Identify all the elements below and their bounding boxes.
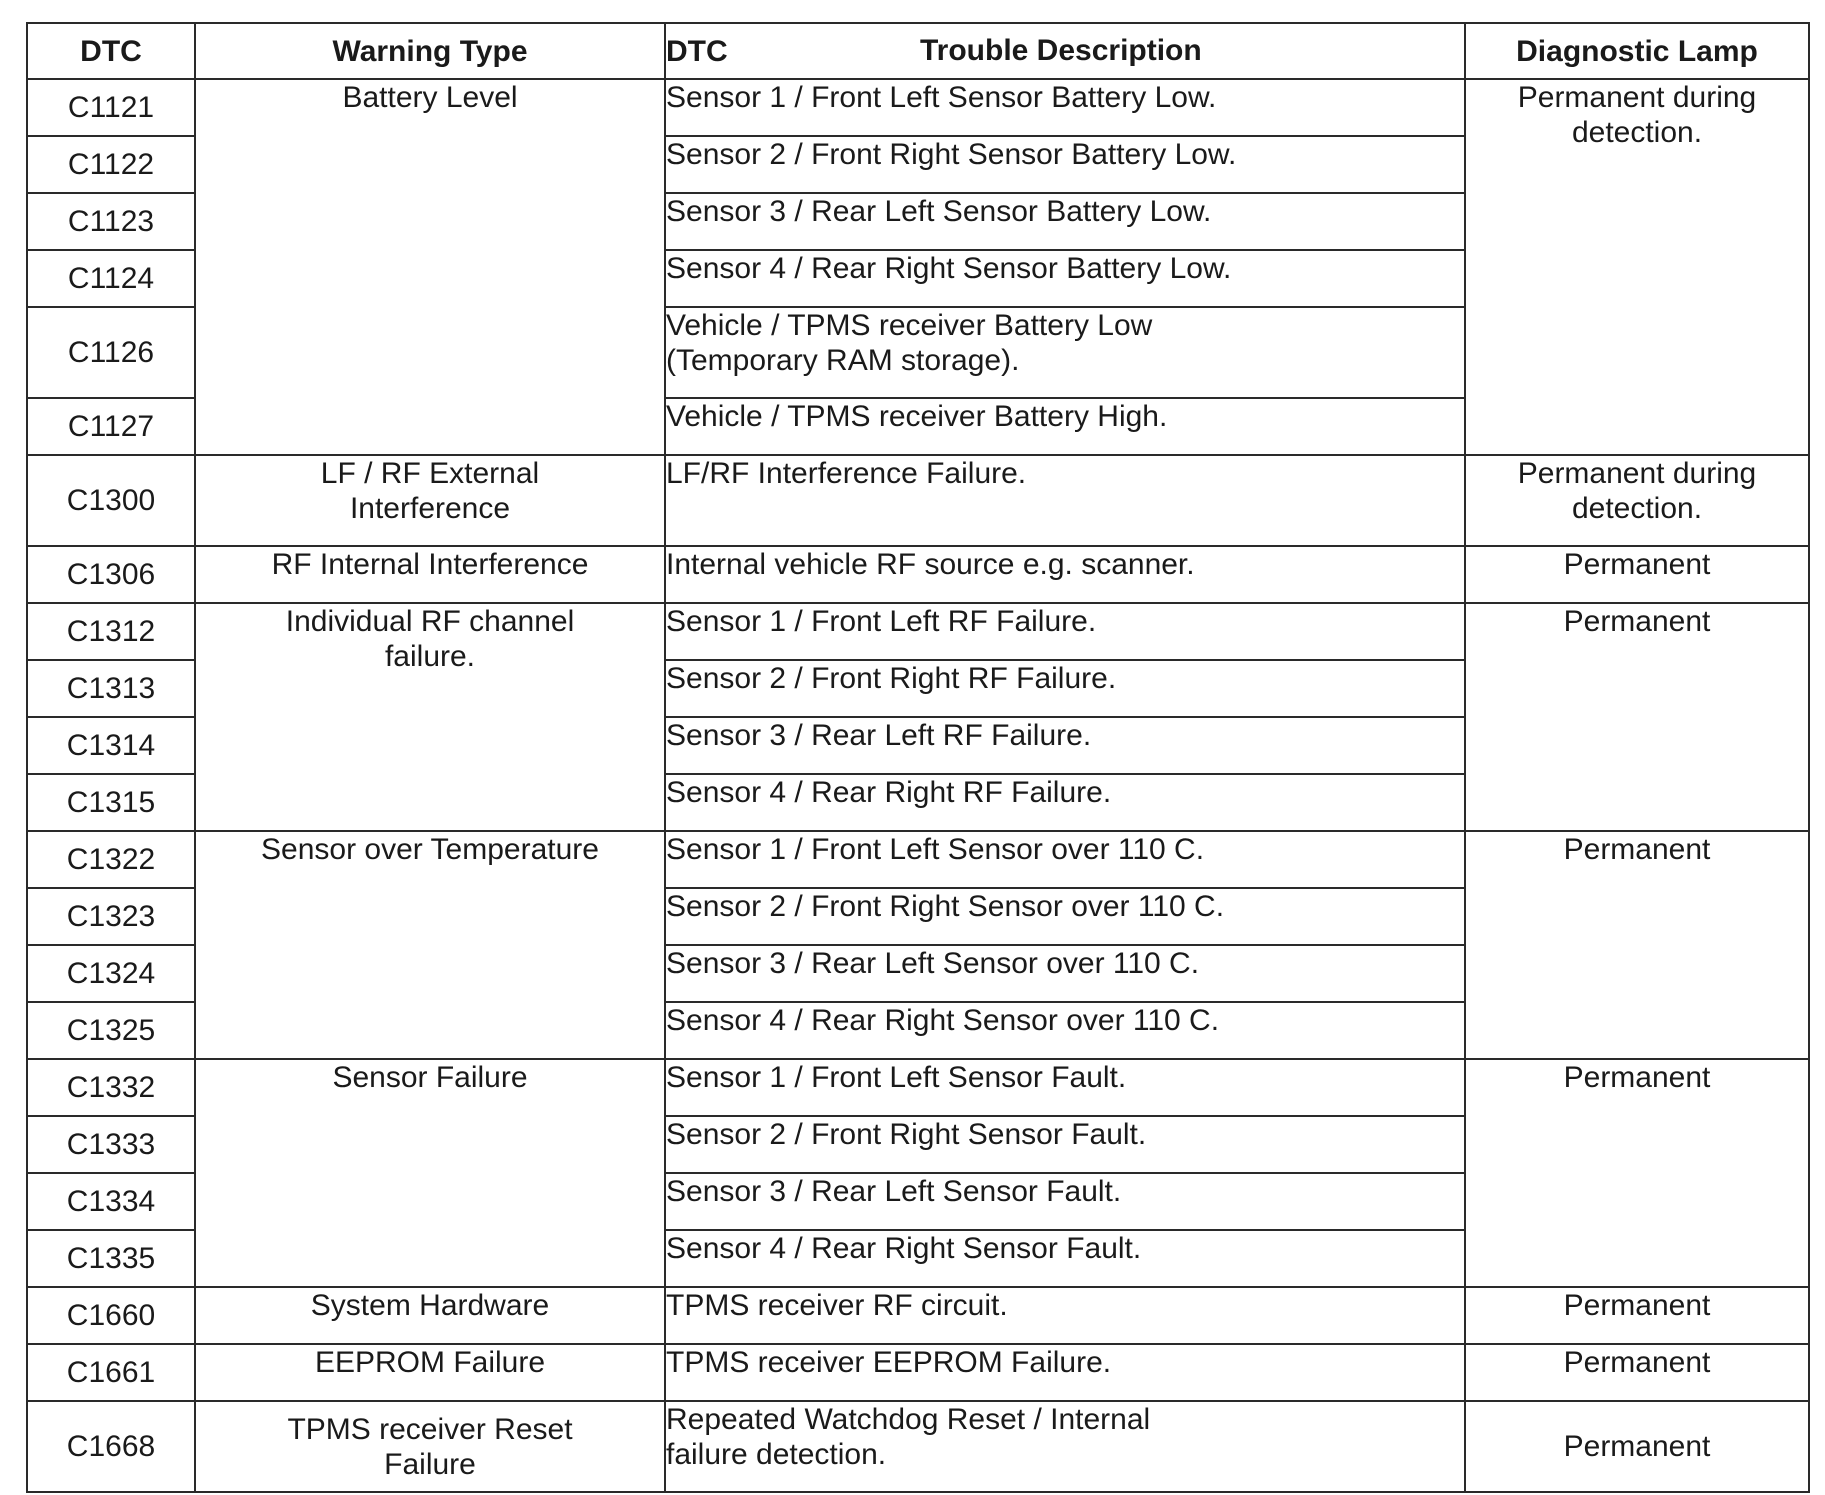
trouble-description — [665, 1230, 1465, 1287]
dtc-code: C1300 — [27, 455, 195, 546]
warning-type — [195, 831, 665, 1059]
trouble-description-line: Vehicle / TPMS receiver Battery High. — [666, 400, 1168, 433]
dtc-code: C1660 — [27, 1287, 195, 1344]
trouble-description — [665, 79, 1465, 136]
trouble-description-line: Sensor 3 / Rear Left Sensor over 110 C. — [666, 947, 1200, 980]
header-row — [27, 23, 1809, 79]
dtc-code: C1306 — [27, 546, 195, 603]
trouble-description — [665, 1059, 1465, 1116]
diagnostic-lamp-line: Permanent — [1563, 605, 1711, 638]
trouble-description — [665, 717, 1465, 774]
trouble-description — [665, 398, 1465, 455]
trouble-description-line: Sensor 4 / Rear Right RF Failure. — [666, 776, 1112, 809]
warning-type — [195, 1401, 665, 1492]
trouble-description-line: Sensor 4 / Rear Right Sensor Fault. — [666, 1232, 1142, 1265]
trouble-description — [665, 546, 1465, 603]
warning-type-line: System Hardware — [310, 1289, 550, 1322]
trouble-description-line: Sensor 1 / Front Left RF Failure. — [666, 605, 1097, 638]
diagnostic-lamp — [1465, 603, 1809, 831]
warning-type-line: Failure — [384, 1447, 476, 1481]
warning-type — [195, 603, 665, 831]
diagnostic-lamp-line: detection. — [1571, 116, 1703, 149]
trouble-description — [665, 1344, 1465, 1401]
dtc-code: C1312 — [27, 603, 195, 660]
header-dtc-secondary: DTC — [666, 34, 728, 68]
dtc-code: C1335 — [27, 1230, 195, 1287]
trouble-description — [665, 193, 1465, 250]
dtc-code: C1313 — [27, 660, 195, 717]
warning-type-line: Individual RF channel — [285, 605, 575, 638]
warning-type-line: TPMS receiver Reset — [287, 1412, 573, 1446]
trouble-description-line: Sensor 2 / Front Right Sensor Battery Low. — [666, 138, 1237, 171]
trouble-description-line: failure detection. — [666, 1438, 887, 1471]
trouble-description — [665, 774, 1465, 831]
diagnostic-lamp-line: detection. — [1571, 492, 1703, 525]
diagnostic-lamp — [1465, 79, 1809, 455]
trouble-description-line: Sensor 3 / Rear Left Sensor Battery Low. — [666, 195, 1212, 228]
trouble-description — [665, 1287, 1465, 1344]
diagnostic-lamp — [1465, 1059, 1809, 1287]
trouble-description-line: Sensor 1 / Front Left Sensor Battery Low. — [666, 81, 1217, 114]
trouble-description-line: Sensor 2 / Front Right RF Failure. — [666, 662, 1117, 695]
diagnostic-lamp — [1465, 1287, 1809, 1344]
dtc-code: C1323 — [27, 888, 195, 945]
trouble-description-line: Sensor 2 / Front Right Sensor Fault. — [666, 1118, 1147, 1151]
dtc-code: C1325 — [27, 1002, 195, 1059]
dtc-code: C1126 — [27, 307, 195, 398]
table-row — [27, 546, 1809, 603]
trouble-description — [665, 603, 1465, 660]
dtc-code: C1334 — [27, 1173, 195, 1230]
warning-type — [195, 1344, 665, 1401]
diagnostic-lamp — [1465, 1344, 1809, 1401]
dtc-table-body — [27, 79, 1809, 1492]
trouble-description-line: Sensor 2 / Front Right Sensor over 110 C. — [666, 890, 1225, 923]
warning-type — [195, 1287, 665, 1344]
diagnostic-lamp — [1465, 546, 1809, 603]
header-warning-type: Warning Type — [195, 23, 665, 79]
diagnostic-lamp-line: Permanent — [1563, 1289, 1711, 1322]
dtc-code: C1127 — [27, 398, 195, 455]
trouble-description-line: Repeated Watchdog Reset / Internal — [666, 1403, 1151, 1436]
warning-type — [195, 455, 665, 546]
table-row — [27, 1401, 1809, 1492]
warning-type-line: EEPROM Failure — [314, 1346, 546, 1379]
header-trouble-description: Trouble Description — [920, 34, 1202, 67]
trouble-description — [665, 1116, 1465, 1173]
warning-type — [195, 79, 665, 455]
dtc-code: C1333 — [27, 1116, 195, 1173]
trouble-description — [665, 1002, 1465, 1059]
dtc-code: C1123 — [27, 193, 195, 250]
trouble-description-line: Sensor 3 / Rear Left RF Failure. — [666, 719, 1092, 752]
trouble-description — [665, 888, 1465, 945]
trouble-description-line: Vehicle / TPMS receiver Battery Low — [666, 309, 1153, 342]
dtc-code: C1332 — [27, 1059, 195, 1116]
trouble-description-line: TPMS receiver RF circuit. — [666, 1289, 1008, 1322]
diagnostic-lamp-line: Permanent during — [1517, 457, 1757, 490]
diagnostic-lamp — [1465, 455, 1809, 546]
trouble-description-line: LF/RF Interference Failure. — [666, 457, 1027, 490]
trouble-description — [665, 1173, 1465, 1230]
diagnostic-lamp-line: Permanent during — [1517, 81, 1757, 114]
dtc-code: C1315 — [27, 774, 195, 831]
warning-type — [195, 1059, 665, 1287]
trouble-description — [665, 136, 1465, 193]
diagnostic-lamp-line: Permanent — [1563, 833, 1711, 866]
diagnostic-lamp — [1465, 831, 1809, 1059]
trouble-description-line: Sensor 3 / Rear Left Sensor Fault. — [666, 1175, 1122, 1208]
trouble-description — [665, 660, 1465, 717]
dtc-code: C1124 — [27, 250, 195, 307]
dtc-code: C1314 — [27, 717, 195, 774]
table-row — [27, 831, 1809, 888]
trouble-description-line: Sensor 4 / Rear Right Sensor Battery Low. — [666, 252, 1232, 285]
header-dtc: DTC — [27, 23, 195, 79]
header-dtc-trouble-description — [665, 23, 1465, 79]
trouble-description-line: TPMS receiver EEPROM Failure. — [666, 1346, 1112, 1379]
dtc-code: C1121 — [27, 79, 195, 136]
table-row — [27, 603, 1809, 660]
dtc-table — [26, 22, 1810, 1493]
warning-type-line: Interference — [349, 492, 511, 525]
trouble-description — [665, 945, 1465, 1002]
dtc-code: C1322 — [27, 831, 195, 888]
dtc-code: C1668 — [27, 1401, 195, 1492]
warning-type-line: Sensor Failure — [332, 1061, 528, 1094]
dtc-code: C1661 — [27, 1344, 195, 1401]
table-row — [27, 1344, 1809, 1401]
warning-type — [195, 546, 665, 603]
table-row — [27, 455, 1809, 546]
trouble-description — [665, 250, 1465, 307]
trouble-description — [665, 1401, 1465, 1492]
header-diagnostic-lamp: Diagnostic Lamp — [1465, 23, 1809, 79]
trouble-description-line: Sensor 4 / Rear Right Sensor over 110 C. — [666, 1004, 1220, 1037]
table-row — [27, 1287, 1809, 1344]
diagnostic-lamp-line: Permanent — [1563, 548, 1711, 581]
trouble-description-line: (Temporary RAM storage). — [666, 344, 1020, 377]
dtc-code: C1324 — [27, 945, 195, 1002]
trouble-description — [665, 455, 1465, 546]
diagnostic-lamp — [1465, 1401, 1809, 1492]
warning-type-line: Battery Level — [342, 81, 518, 114]
table-row — [27, 1059, 1809, 1116]
diagnostic-lamp-line: Permanent — [1563, 1346, 1711, 1379]
trouble-description-line: Sensor 1 / Front Left Sensor Fault. — [666, 1061, 1127, 1094]
dtc-table-container — [26, 22, 1808, 1493]
trouble-description-line: Sensor 1 / Front Left Sensor over 110 C. — [666, 833, 1205, 866]
warning-type-line: LF / RF External — [320, 457, 540, 490]
table-row — [27, 79, 1809, 136]
warning-type-line: RF Internal Interference — [271, 548, 589, 581]
trouble-description — [665, 307, 1465, 398]
warning-type-line: failure. — [384, 640, 476, 673]
trouble-description-line: Internal vehicle RF source e.g. scanner. — [666, 548, 1195, 581]
dtc-code: C1122 — [27, 136, 195, 193]
warning-type-line: Sensor over Temperature — [261, 833, 599, 866]
trouble-description — [665, 831, 1465, 888]
diagnostic-lamp-line: Permanent — [1563, 1061, 1711, 1094]
diagnostic-lamp-line: Permanent — [1563, 1430, 1711, 1463]
